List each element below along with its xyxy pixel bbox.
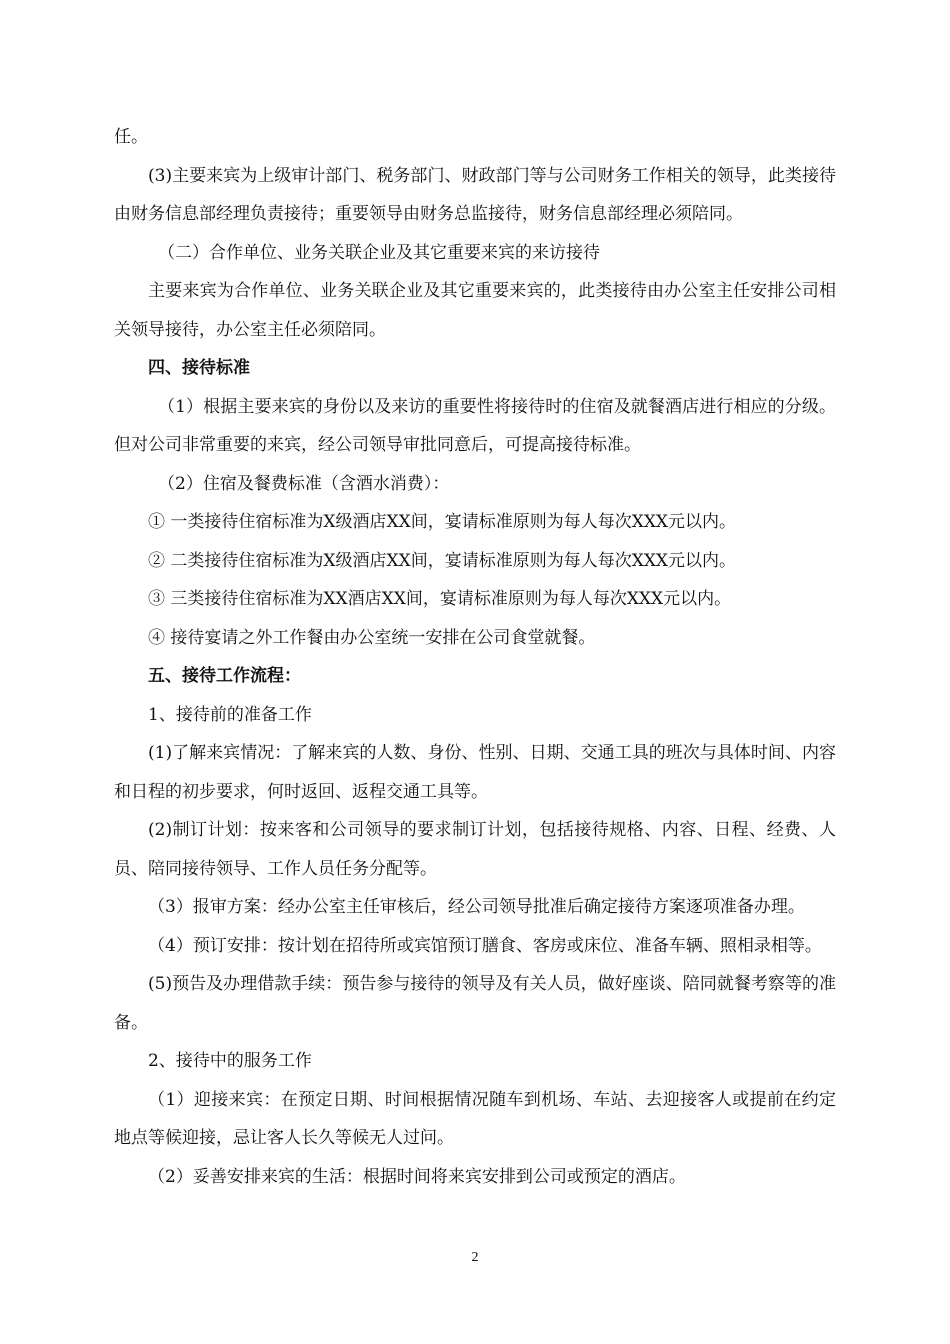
paragraph-submit-plan: （3）报审方案：经办公室主任审核后，经公司领导批准后确定接待方案逐项准备办理。 [148,897,805,917]
list-item-class-one: ① 一类接待住宿标准为X级酒店XX间，宴请标准原则为每人每次XXX元以内。 [148,512,737,532]
paragraph-audit-finance-reception: (3)主要来宾为上级审计部门、税务部门、财政部门等与公司财务工作相关的领导，此类接待由财务信息部经理负责接待；重要领导由财务总监接待，财务信息部经理必须陪同。 [114,165,836,224]
paragraph-partner-reception: 主要来宾为合作单位、业务关联企业及其它重要来宾的，此类接待由办公室主任安排公司相关领导接待，办公室主任必须陪同。 [114,281,836,340]
subsection-heading-partner-reception: （二）合作单位、业务关联企业及其它重要来宾的来访接待 [158,242,600,263]
subsection-heading-preparation: 1、接待前的准备工作 [148,704,312,725]
paragraph-understand-guests: (1)了解来宾情况：了解来宾的人数、身份、性别、日期、交通工具的班次与具体时间、内容和日程的初步要求，何时返回、返程交通工具等。 [114,743,836,802]
paragraph-lodging-meal-standard: （2）住宿及餐费标准（含酒水消费）： [158,473,450,494]
subsection-heading-service: 2、接待中的服务工作 [148,1051,312,1071]
paragraph-arrange-living: （2）妥善安排来宾的生活：根据时间将来宾安排到公司或预定的酒店。 [148,1166,686,1187]
list-item-work-meals: ④ 接待宴请之外工作餐由办公室统一安排在公司食堂就餐。 [148,627,596,648]
paragraph-booking: （4）预订安排：按计划在招待所或宾馆预订膳食、客房或床位、准备车辆、照相录相等。 [148,935,822,956]
list-item-class-three: ③ 三类接待住宿标准为XX酒店XX间，宴请标准原则为每人每次XXX元以内。 [148,589,732,609]
page-number: 2 [471,1250,479,1265]
paragraph-make-plan: (2)制订计划：按来客和公司领导的要求制订计划，包括接待规格、内容、日程、经费、人员、陪同接待领导、工作人员任务分配等。 [114,820,836,879]
list-item-class-two: ② 二类接待住宿标准为X级酒店XX间，宴请标准原则为每人每次XXX元以内。 [148,550,737,571]
document-body [114,118,836,1196]
section-heading-workflow: 五、接待工作流程： [148,666,301,686]
paragraph-standard-grading: （1）根据主要来宾的身份以及来访的重要性将接待时的住宿及就餐酒店进行相应的分级。但对公司非常重要的来宾，经公司领导审批同意后，可提高接待标准。 [114,396,836,455]
paragraph-continuation: 任。 [114,127,148,147]
section-heading-reception-standards: 四、接待标准 [148,358,250,378]
paragraph-welcome-guests: （1）迎接来宾：在预定日期、时间根据情况随车到机场、车站、去迎接客人或提前在约定地点等候迎接，忌让客人长久等候无人过问。 [114,1089,836,1148]
paragraph-notice-loan: (5)预告及办理借款手续：预告参与接待的领导及有关人员，做好座谈、陪同就餐考察等的准备。 [114,974,836,1033]
